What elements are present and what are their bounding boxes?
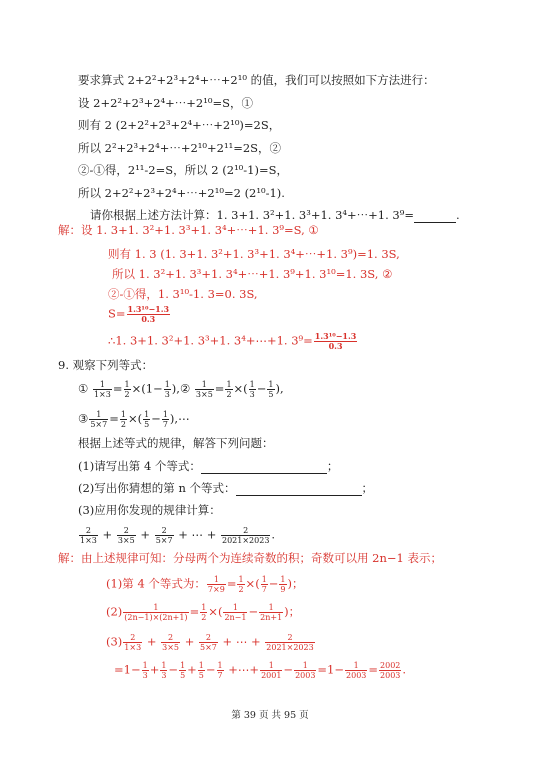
q9-part-1 [78, 458, 338, 474]
intro-line-6: 所以 2+2²+2³+2⁴+⋯+2¹⁰=2 (2¹⁰-1). [78, 186, 285, 200]
fraction [199, 633, 218, 652]
frac-den: 3×5 [162, 643, 180, 652]
times-sign: × [208, 604, 218, 619]
eq-sign: = [189, 604, 200, 619]
circle-3: ③ [78, 411, 89, 426]
fraction [294, 661, 316, 680]
plus-sign: + [206, 527, 217, 542]
frac-num: 1 [249, 380, 255, 389]
punct: ； [326, 459, 339, 473]
frac-den: 5 [198, 671, 204, 680]
sol2-line-1: 解：由上述规律可知：分母两个为连续奇数的积；奇数可以用 2n−1 表示； [58, 551, 442, 565]
frac-num: 1.3¹⁰−1.3 [314, 331, 357, 341]
fraction [161, 633, 180, 652]
fraction [265, 633, 314, 652]
frac-num: 1 [123, 603, 188, 613]
minus-sign: − [268, 576, 279, 591]
intro-task-text: 请你根据上述方法计算：1. 3+1. 3²+1. 3³+1. 3⁴+⋯+1. 3⁹= [90, 208, 414, 222]
frac-num: 1 [294, 661, 316, 671]
times-sign: × [131, 381, 142, 396]
frac-den: 7 [261, 585, 267, 594]
minus-sign: − [256, 381, 267, 396]
fraction [79, 526, 98, 545]
frac-num: 2 [221, 526, 270, 536]
frac-den: 2021×2023 [221, 536, 270, 545]
frac-num: 1 [120, 410, 126, 419]
plus-sign: + [178, 527, 188, 542]
frac-den: 2 [238, 585, 244, 594]
frac-num: 2 [265, 633, 314, 643]
frac-den: (2n−1)×(2n+1) [124, 613, 188, 622]
fraction [142, 661, 149, 680]
q9-sum-expression [78, 526, 275, 545]
frac-num: 1 [261, 575, 267, 584]
frac-num: 2 [155, 526, 174, 536]
fraction [217, 661, 224, 680]
frac-den: 7 [217, 671, 223, 680]
paren-close: ) [287, 576, 293, 591]
frac-num: 1 [345, 661, 367, 671]
frac-num: 1.3¹⁰−1.3 [127, 304, 170, 314]
sol2-answer-2-label: (2) [106, 604, 123, 619]
sol1-line-2: 则有 1. 3 (1. 3+1. 3²+1. 3³+1. 3⁴+⋯+1. 3⁹)=1. 3S, [108, 247, 400, 261]
answer-blank[interactable] [414, 210, 456, 223]
sol1-conclusion [108, 332, 358, 351]
intro-line-1: 要求算式 2+2²+2³+2⁴+⋯+2¹⁰ 的值，我们可以按照如下方法进行： [78, 73, 435, 87]
plus-sign: + [187, 662, 197, 677]
frac-den: 2 [201, 613, 207, 622]
paren-open: ( [243, 381, 248, 396]
ellipsis: ⋯ [237, 662, 250, 677]
sol1-line-1: 解：设 1. 3+1. 3²+1. 3³+1. 3⁴+⋯+1. 3⁹=S, ① [58, 223, 319, 237]
paren-close: ) [284, 604, 289, 619]
frac-num: 2 [123, 633, 142, 643]
sol2-answer-3-label: (3) [106, 634, 123, 649]
frac-den: 2003 [346, 671, 367, 680]
punct: ； [288, 604, 301, 619]
frac-num: 2 [117, 526, 136, 536]
frac-den: 3 [164, 390, 170, 399]
frac-num: 1 [217, 661, 223, 670]
sol1-s-fraction [127, 305, 171, 324]
page-footer: 第 39 页 共 95 页 [231, 710, 309, 721]
frac-num: 2 [161, 633, 180, 643]
sol2-answer-2 [106, 603, 300, 622]
circle-1: ① [78, 381, 89, 396]
frac-den: 5 [180, 671, 186, 680]
fraction [120, 410, 127, 429]
fraction [225, 380, 232, 399]
fraction [379, 661, 401, 680]
fraction [279, 575, 286, 594]
q9-part-1-text: (1)请写出第 4 个等式： [78, 459, 201, 473]
sol1-line-4: ②-①得，1. 3¹⁰-1. 3=0. 3S, [108, 287, 258, 301]
eq-sign: =1− [114, 662, 141, 677]
ellipsis: ⋯ [178, 411, 190, 426]
plus-sign: + [146, 634, 157, 649]
frac-den: 2n+1 [260, 613, 283, 622]
eq-sign: = [112, 381, 123, 396]
frac-den: 3 [249, 390, 255, 399]
fraction [207, 575, 226, 594]
frac-num: 2 [199, 633, 218, 643]
frac-num: 1 [93, 380, 112, 390]
frac-num: 1 [201, 603, 207, 612]
period: . [402, 662, 407, 677]
sol2-answer-1 [106, 575, 304, 594]
frac-den: 2 [226, 390, 232, 399]
plus-sign: + [250, 634, 261, 649]
fraction [160, 661, 167, 680]
plus-sign: + [102, 527, 113, 542]
sol1-s-formula [108, 305, 171, 324]
fraction [195, 380, 214, 399]
frac-num: 1 [142, 661, 148, 670]
ellipsis: ⋯ [191, 527, 204, 542]
intro-line-5: ②-①得，2¹¹-2=S，所以 2 (2¹⁰-1)=S， [78, 163, 288, 177]
fraction [124, 380, 131, 399]
paren-open: (1− [141, 381, 163, 396]
frac-den: 7 [162, 420, 168, 429]
frac-num: 1 [259, 603, 283, 613]
minus-sign: − [205, 662, 216, 677]
eq-sign: = [109, 411, 119, 426]
frac-num: 1 [180, 661, 186, 670]
eq-sign: = [214, 381, 225, 396]
frac-num: 2 [79, 526, 98, 536]
q9-title: 9. 观察下列等式： [58, 358, 154, 372]
frac-den: 3×5 [195, 390, 213, 399]
frac-den: 5×7 [155, 536, 173, 545]
paren-close: ), [169, 411, 179, 426]
frac-den: 0.3 [141, 314, 156, 324]
q9-part-2-text: (2)写出你猜想的第 n 个等式： [78, 481, 236, 495]
plus-sign: + [149, 662, 160, 677]
fraction [143, 410, 150, 429]
part-2-blank[interactable] [236, 483, 362, 496]
sol1-line-3: 所以 1. 3²+1. 3³+1. 3⁴+⋯+1. 3⁹+1. 3¹⁰=1. 3S, ② [112, 267, 393, 281]
frac-den: 9 [280, 585, 286, 594]
fraction [162, 410, 169, 429]
frac-num: 1 [260, 661, 282, 671]
frac-den: 0.3 [328, 341, 343, 351]
fraction [123, 603, 188, 622]
fraction [249, 380, 256, 399]
punct: ； [361, 481, 374, 495]
times-sign: × [233, 381, 244, 396]
minus-sign: − [168, 662, 179, 677]
intro-task-end: . [455, 208, 460, 222]
fraction [237, 575, 244, 594]
frac-num: 1 [144, 410, 150, 419]
sol1-conclusion-text: ∴1. 3+1. 3²+1. 3³+1. 3⁴+⋯+1. 3⁹= [108, 333, 313, 348]
ellipsis: ⋯ [235, 634, 248, 649]
frac-den: 5 [144, 420, 150, 429]
plus-sign: + [228, 662, 238, 677]
fraction [261, 575, 268, 594]
fraction [260, 661, 282, 680]
frac-den: 1×3 [124, 643, 142, 652]
frac-den: 5×7 [90, 420, 108, 429]
frac-den: 5 [268, 390, 274, 399]
fraction [221, 526, 270, 545]
frac-num: 1 [207, 575, 226, 585]
frac-num: 1 [89, 410, 108, 420]
intro-line-2: 设 2+2²+2³+2⁴+⋯+2¹⁰=S，① [78, 96, 253, 110]
part-1-blank[interactable] [201, 461, 327, 474]
fraction [200, 603, 207, 622]
frac-num: 1 [198, 661, 204, 670]
fraction [89, 410, 108, 429]
intro-line-4: 所以 2²+2³+2⁴+⋯+2¹⁰+2¹¹=2S，② [78, 141, 282, 155]
fraction [164, 380, 171, 399]
eq-sign: = [368, 662, 379, 677]
frac-den: 5×7 [199, 643, 217, 652]
eq-sign: =1− [317, 662, 345, 677]
plus-sign: + [184, 634, 195, 649]
frac-den: 2021×2023 [266, 643, 314, 652]
frac-den: 2 [120, 420, 126, 429]
q9-eq-3 [78, 410, 190, 429]
frac-den: 3×5 [117, 536, 135, 545]
paren-open: ( [137, 411, 143, 426]
sol2-answer-1-text: (1)第 4 个等式为： [106, 576, 206, 591]
sol2-answer-3 [106, 633, 316, 652]
q9-part-2 [78, 480, 373, 496]
fraction [223, 603, 247, 622]
frac-den: 1×3 [80, 536, 97, 545]
paren-close: ), [171, 381, 180, 396]
sol1-conclusion-fraction [314, 332, 358, 351]
frac-num: 1 [164, 380, 170, 389]
frac-num: 1 [223, 603, 247, 613]
frac-den: 2 [124, 390, 130, 399]
fraction [155, 526, 174, 545]
frac-num: 1 [268, 380, 274, 389]
minus-sign: − [151, 411, 161, 426]
frac-num: 1 [162, 410, 168, 419]
frac-den: 2n−1 [224, 613, 247, 622]
sol1-s-eq: S= [108, 306, 126, 321]
frac-den: 2003 [295, 671, 316, 680]
paren-close: ), [275, 381, 284, 396]
fraction [117, 526, 136, 545]
fraction [259, 603, 283, 622]
fraction [345, 661, 367, 680]
paren-open: ( [217, 604, 223, 619]
times-sign: × [245, 576, 256, 591]
frac-den: 2001 [261, 671, 282, 680]
times-sign: × [127, 411, 138, 426]
plus-sign: + [140, 527, 151, 542]
frac-num: 1 [226, 380, 232, 389]
frac-num: 1 [161, 661, 167, 670]
fraction [123, 633, 142, 652]
frac-num: 1 [195, 380, 214, 390]
q9-prompt: 根据上述等式的规律，解答下列问题： [78, 436, 274, 450]
fraction [179, 661, 186, 680]
frac-num: 1 [124, 380, 130, 389]
frac-den: 7×9 [207, 585, 225, 594]
minus-sign: − [248, 604, 259, 619]
frac-den: 2003 [380, 671, 401, 680]
period: . [271, 527, 276, 542]
eq-sign: = [226, 576, 237, 591]
fraction [267, 380, 274, 399]
frac-num: 1 [238, 575, 244, 584]
intro-line-3: 则有 2 (2+2²+2³+2⁴+⋯+2¹⁰)=2S， [78, 118, 281, 132]
sol2-final-line [114, 661, 406, 680]
q9-eq-1-2 [78, 380, 284, 399]
minus-sign: − [283, 662, 294, 677]
fraction [93, 380, 112, 399]
frac-den: 3 [161, 671, 167, 680]
punct: ； [292, 576, 304, 591]
intro-task-line [90, 207, 460, 223]
plus-sign: + [249, 662, 260, 677]
circle-2: ② [179, 381, 191, 396]
plus-sign: + [222, 634, 233, 649]
frac-num: 1 [280, 575, 286, 584]
frac-den: 3 [142, 671, 148, 680]
fraction [198, 661, 205, 680]
frac-num: 2002 [380, 661, 401, 670]
q9-part-3: (3)应用你发现的规律计算： [78, 503, 221, 517]
frac-den: 1×3 [93, 390, 111, 399]
paren-open: ( [255, 576, 260, 591]
